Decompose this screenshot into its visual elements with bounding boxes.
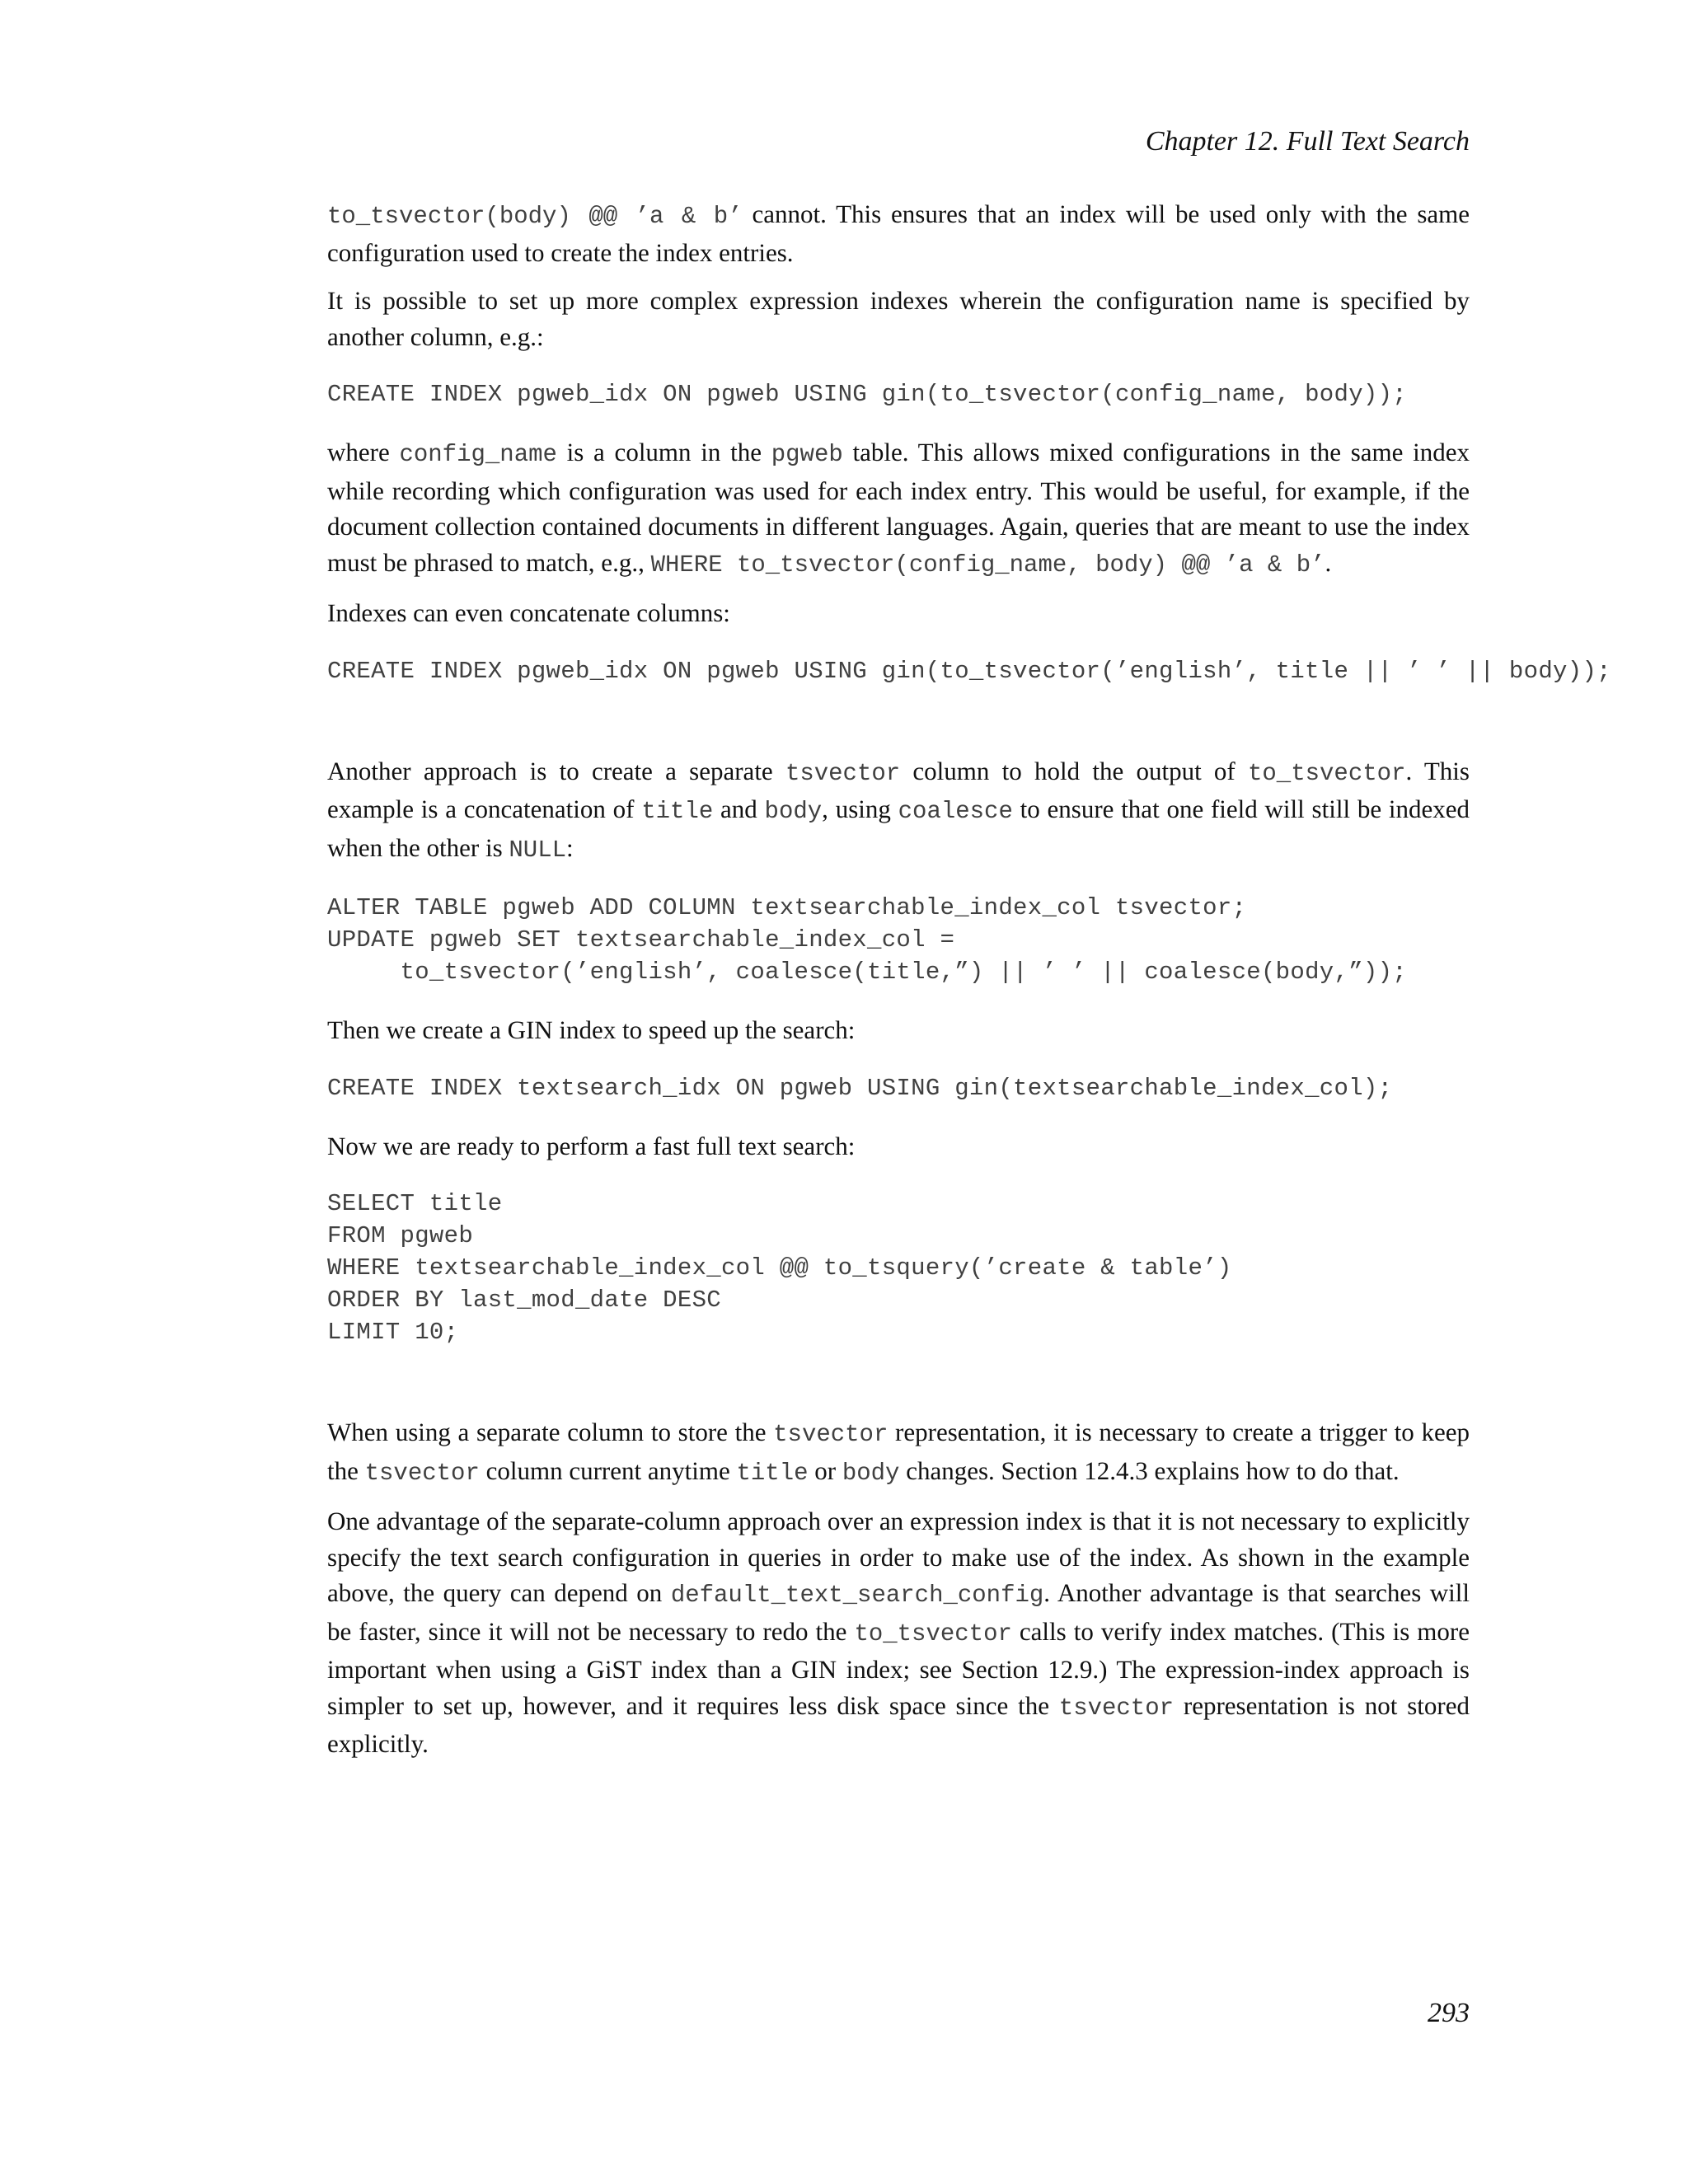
- paragraph-text: column to hold the output of: [900, 756, 1248, 785]
- paragraph-text: Then we create a GIN index to speed up the search:: [327, 1015, 856, 1044]
- inline-code: tsvector: [773, 1421, 889, 1448]
- code-block-create-index-config: CREATE INDEX pgweb_idx ON pgweb USING gin(to_tsvector(config_name, body));: [327, 381, 1408, 408]
- paragraph-separate-column: [327, 753, 1470, 869]
- paragraph-config-match: [327, 196, 1470, 270]
- paragraph-text: . This example is a concatenation of: [327, 756, 1470, 823]
- paragraph-text: or: [808, 1455, 842, 1485]
- paragraph-text: cannot. This ensures that an index will be used only with the same configuration used to create the index entries.: [327, 199, 1470, 267]
- inline-code: tsvector: [785, 759, 901, 787]
- paragraph-text: Indexes can even concatenate columns:: [327, 598, 730, 627]
- inline-code: tsvector: [364, 1459, 480, 1487]
- paragraph-fast-search: [327, 1128, 1470, 1165]
- paragraph-text: When using a separate column to store the: [327, 1418, 774, 1446]
- page-number: 293: [1428, 1998, 1470, 2028]
- paragraph-text: .: [1325, 547, 1332, 577]
- paragraph-text: :: [566, 832, 574, 862]
- inline-code: default_text_search_config: [670, 1582, 1044, 1609]
- paragraph-gin-index: [327, 1012, 1470, 1048]
- inline-code: body: [842, 1459, 900, 1487]
- paragraph-text: calls to verify index matches. (This is more important when using a GiST index than a GIN index; see Section 12.9.) The expression-index approach is simpler to set up, however, and it requires less disk space since the: [327, 1616, 1470, 1720]
- paragraph-text: One advantage of the separate-column approach over an expression index is that it is not necessary to explicitly specify the text search configuration in queries in order to make use of the index. As shown in the example above, the query can depend on: [327, 1507, 1470, 1607]
- paragraph-text: changes. Section 12.4.3 explains how to do that.: [899, 1455, 1400, 1485]
- paragraph-trigger: [327, 1414, 1470, 1491]
- code-block-create-gin-index: CREATE INDEX textsearch_idx ON pgweb USING gin(textsearchable_index_col);: [327, 1074, 1393, 1102]
- inline-code: WHERE to_tsvector(config_name, body) @@ ’a & b’: [650, 551, 1325, 579]
- code-block-alter-table: ALTER TABLE pgweb ADD COLUMN textsearchable_index_col tsvector; UPDATE pgweb SET textsearchable_index_col = to_tsvector(’english’, coalesce(title,”) || ’ ’ || coalesce(body,”));: [327, 894, 1408, 986]
- paragraph-concatenate: [327, 595, 1470, 631]
- paragraph-text: Another approach is to create a separate: [327, 756, 785, 785]
- paragraph-text: and: [713, 794, 765, 823]
- paragraph-config-name-column: [327, 434, 1470, 583]
- page-content: [327, 196, 1611, 1762]
- inline-code: NULL: [509, 836, 567, 864]
- paragraph-text: representation is not stored explicitly.: [327, 1690, 1470, 1758]
- paragraph-text: column current anytime: [479, 1455, 737, 1485]
- running-header: Chapter 12. Full Text Search: [1145, 126, 1470, 157]
- paragraph-text: table. This allows mixed configurations in the same index while recording which configuration was used for each index entry. This would be useful, for example, if the document collection contained documents in different languages. Again, queries that are meant to use the index must be phrased to match, e.g.,: [327, 438, 1470, 577]
- code-block-create-index-concat: CREATE INDEX pgweb_idx ON pgweb USING gin(to_tsvector(’english’, title || ’ ’ || body));: [327, 657, 1611, 685]
- inline-code: body: [764, 798, 823, 825]
- inline-code: pgweb: [771, 441, 843, 468]
- paragraph-complex-indexes: [327, 283, 1470, 354]
- inline-code: to_tsvector(body) @@ ’a & b’: [327, 203, 743, 230]
- inline-code: config_name: [399, 441, 557, 468]
- paragraph-text: is a column in the: [556, 438, 771, 466]
- inline-code: tsvector: [1058, 1694, 1175, 1722]
- inline-code: to_tsvector: [854, 1619, 1012, 1647]
- inline-code: title: [641, 798, 714, 825]
- paragraph-text: Now we are ready to perform a fast full text search:: [327, 1131, 856, 1160]
- paragraph-advantages: [327, 1503, 1470, 1762]
- paragraph-text: to ensure that one field will still be indexed when the other is: [327, 794, 1470, 862]
- paragraph-text: , using: [822, 794, 898, 823]
- inline-code: coalesce: [898, 798, 1013, 825]
- paragraph-text: . Another advantage is that searches will be faster, since it will not be necessary to redo the: [327, 1578, 1470, 1646]
- paragraph-text: representation, it is necessary to create a trigger to keep the: [327, 1418, 1470, 1485]
- code-block-select-query: SELECT title FROM pgweb WHERE textsearchable_index_col @@ to_tsquery(’create & table’) ORDER BY last_mod_date DESC LIMIT 10;: [327, 1190, 1232, 1346]
- paragraph-text: where: [327, 438, 400, 466]
- inline-code: title: [736, 1459, 809, 1487]
- inline-code: to_tsvector: [1248, 759, 1406, 787]
- paragraph-text: It is possible to set up more complex expression indexes wherein the configuration name is specified by another column, e.g.:: [327, 286, 1470, 351]
